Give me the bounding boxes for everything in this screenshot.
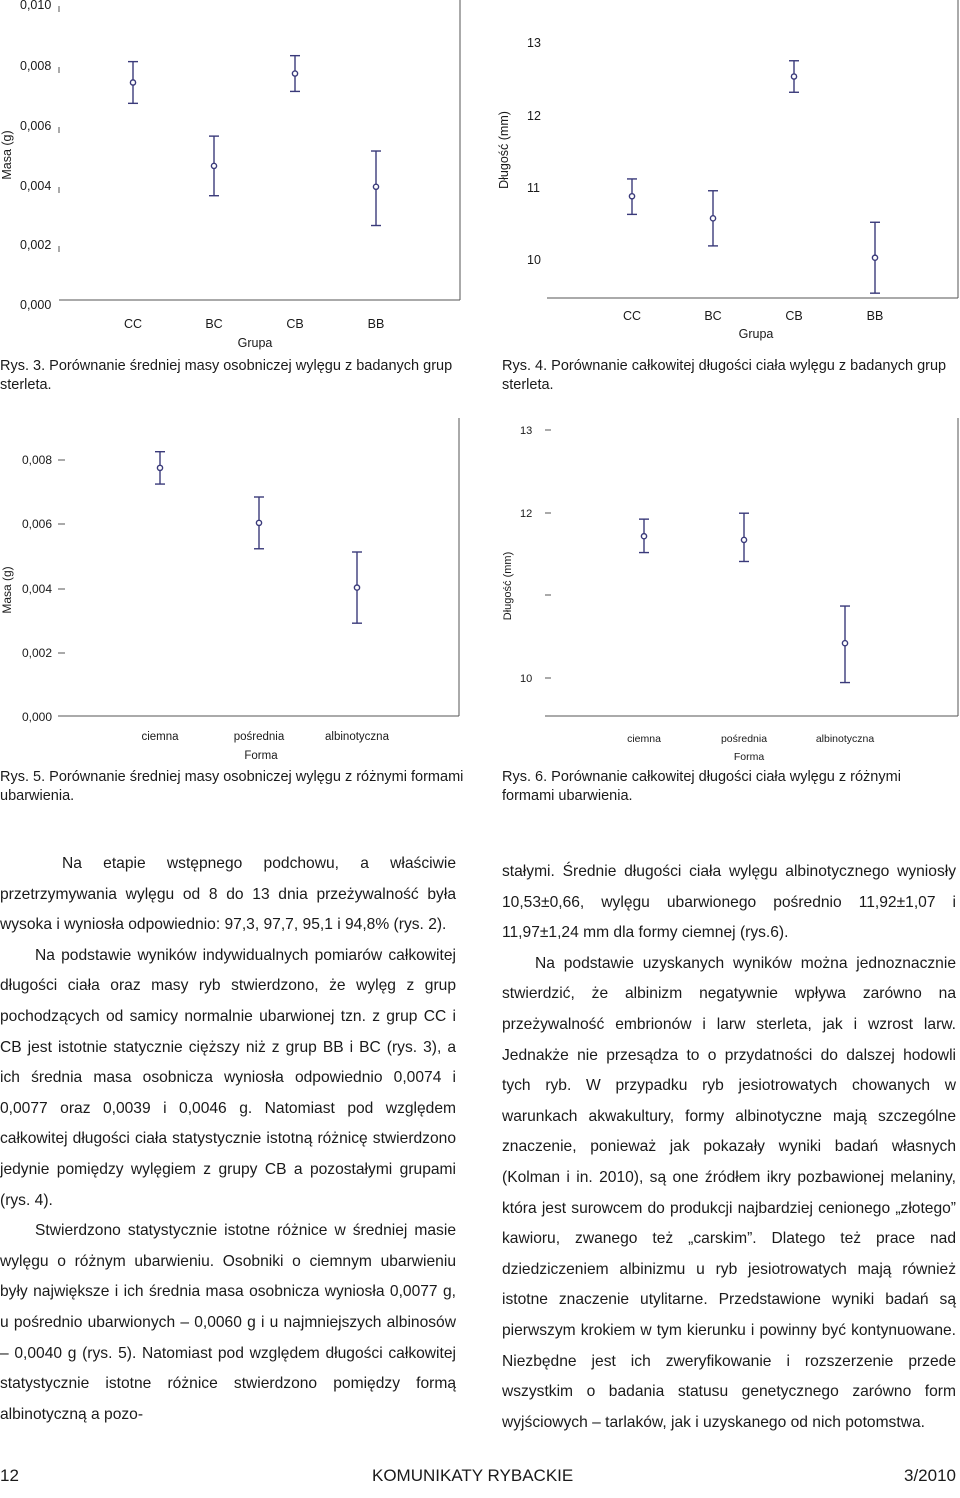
figure-caption-rys-3: Rys. 3. Porównanie średniej masy osobniczej wylęgu z badanych grup sterleta. <box>0 358 453 393</box>
paragraph: Na podstawie wyników indywidualnych pomiarów całkowitej długości ciała oraz masy ryb stwierdzono, że wylęg z grup pochodzących od samicy normalnie ubarwionej tzn. z grup CC i CB jest istotnie statycznie cięższy niż z grup BB i BC (rys. 3), a ich średnia masa osobnicza wyniosła odpowiednio 0,0074 i 0,0077 oraz 0,0039 i 0,0046 g. Natomiast pod względem całkowitej długości ciała statystycznie istotną różnicę stwierdzono jedynie pomiędzy wylęgiem z grupy CB a pozostałymi grupami (rys. 4). <box>0 946 456 1209</box>
x-tick-label: BC <box>205 317 223 331</box>
y-tick-label: 10 <box>520 673 533 685</box>
x-tick-label: ciemna <box>627 733 661 745</box>
x-axis-label: Forma <box>733 751 765 763</box>
x-tick-label: CC <box>622 309 642 323</box>
mean-point <box>710 216 715 221</box>
mean-point <box>629 194 634 199</box>
mean-point <box>130 80 135 85</box>
y-axis-label: Długość (mm) <box>502 551 514 621</box>
y-axis-label: Długość (mm) <box>497 111 511 189</box>
mean-point <box>373 184 378 189</box>
mean-point <box>641 534 646 539</box>
y-tick-label: 0,000 <box>22 710 53 724</box>
mean-point <box>741 537 746 542</box>
issue-number: 3/2010 <box>904 1466 956 1485</box>
figure-caption-rys-5: Rys. 5. Porównanie średniej masy osobniczej wylęgu z różnymi formami ubarwienia. <box>0 769 464 804</box>
y-tick-label: 0,002 <box>20 238 52 252</box>
mean-point <box>292 71 297 76</box>
x-tick-label: CC <box>123 317 143 331</box>
chart-rys-3 <box>0 0 470 355</box>
y-tick-label: 0,010 <box>20 0 52 12</box>
y-tick-label: 10 <box>527 253 541 267</box>
paragraph: Stwierdzono statystycznie istotne różnice w średniej masie wylęgu o różnym ubarwieniu. Osobniki o ciemnym ubarwieniu były największe i ich średnia masa osobnicza wyniosła 0,0077 g, u pośrednio ubarwionych – 0,0060 g i u najmniejszych albinosów – 0,0040 g (rys. 5). Natomiast pod względem długości całkowitej statystycznie istotne różnice stwierdzono pomiędzy formą albinotyczną a pozo- <box>0 1222 456 1423</box>
y-tick-label: 0,006 <box>22 517 53 531</box>
y-tick-label: 0,002 <box>22 646 53 660</box>
mean-point <box>354 585 359 590</box>
chart-rys-4 <box>495 0 960 350</box>
paragraph: Na etapie wstępnego podchowu, a właściwie przetrzymywania wylęgu od 8 do 13 dnia przeżywalność była wysoka i wyniosła odpowiednio: 97,3, 97,7, 95,1 i 94,8% (rys. 2). <box>0 855 456 934</box>
figure-caption-rys-4: Rys. 4. Porównanie całkowitej długości ciała wylęgu z badanych grup sterleta. <box>502 358 947 393</box>
chart-rys-5 <box>0 418 470 764</box>
x-tick-label: albinotyczna <box>325 731 389 743</box>
y-tick-label: 13 <box>520 425 533 437</box>
y-tick-label: 0,008 <box>22 453 53 467</box>
x-tick-label: BC <box>704 309 722 323</box>
y-tick-label: 0,000 <box>20 298 52 312</box>
y-tick-label: 12 <box>520 508 533 520</box>
y-tick-label: 12 <box>527 109 541 123</box>
x-tick-label: BB <box>367 317 385 331</box>
x-axis-label: Grupa <box>237 336 273 350</box>
x-tick-label: pośrednia <box>233 731 285 743</box>
x-axis-label: Grupa <box>738 327 774 341</box>
x-tick-label: pośrednia <box>720 733 768 745</box>
y-tick-label: 0,006 <box>20 119 52 133</box>
y-axis-label: Masa (g) <box>0 566 14 614</box>
x-tick-label: CB <box>785 309 803 323</box>
plot-frame <box>545 418 958 716</box>
x-tick-label: CB <box>286 317 304 331</box>
journal-name: KOMUNIKATY RYBACKIE <box>372 1466 574 1485</box>
mean-point <box>157 465 162 470</box>
body-column-left <box>0 849 456 1430</box>
y-tick-label: 11 <box>527 181 540 195</box>
y-tick-label: 13 <box>527 36 541 50</box>
x-tick-label: ciemna <box>141 731 179 743</box>
paragraph: stałymi. Średnie długości ciała wylęgu albinotycznego wyniosły 10,53±0,66, wylęgu ubarwionego pośrednio 11,92±1,07 i 11,97±1,24 mm dla formy ciemnej (rys.6). <box>502 863 956 942</box>
chart-rys-6 <box>495 418 960 764</box>
y-tick-label: 0,004 <box>22 582 53 596</box>
mean-point <box>211 163 216 168</box>
body-column-right <box>502 857 956 1438</box>
x-tick-label: albinotyczna <box>815 733 875 745</box>
y-tick-label: 0,004 <box>20 179 52 193</box>
mean-point <box>842 641 847 646</box>
x-tick-label: BB <box>866 309 884 323</box>
figure-caption-rys-6: Rys. 6. Porównanie całkowitej długości ciała wylęgu z różnymi formami ubarwienia. <box>502 769 901 804</box>
mean-point <box>791 74 796 79</box>
mean-point <box>872 255 877 260</box>
plot-frame <box>58 418 459 716</box>
y-axis-label: Masa (g) <box>0 130 14 180</box>
y-tick-label: 0,008 <box>20 59 52 73</box>
plot-frame <box>59 0 460 300</box>
page-number: 12 <box>0 1466 19 1485</box>
mean-point <box>256 520 261 525</box>
plot-frame <box>547 0 958 298</box>
paragraph: Na podstawie uzyskanych wyników można jednoznacznie stwierdzić, że albinizm negatywnie wpływa zarówno na przeżywalność embrionów i larw sterleta, jak i wzrost larw. Jednakże nie przesądza to o przydatności do dalszej hodowli tych ryb. W przypadku ryb jesiotrowatych chowanych w warunkach akwakultury, formy albinotyczne mają szczególne znaczenie, ponieważ jak pokazały wyniki badań własnych (Kolman i in. 2010), są one źródłem ikry pozbawionej melaniny, która jest surowcem do produkcji najbardziej cenionego „złotego” kawioru, zwanego też „carskim”. Dlatego też prace nad dziedziczeniem albinizmu u ryb jesiotrowatych mają również istotne znaczenie utylitarne. Przedstawione wyniki badań są pierwszym krokiem w tym kierunku i powinny być kontynuowane. Niezbędne jest ich zweryfikowanie i rozszerzenie przede wszystkim o badania statusu genetycznego zarówno form wyjściowych – tarlaków, jak i uzyskanego od nich potomstwa. <box>502 954 956 1431</box>
x-axis-label: Forma <box>244 750 278 762</box>
